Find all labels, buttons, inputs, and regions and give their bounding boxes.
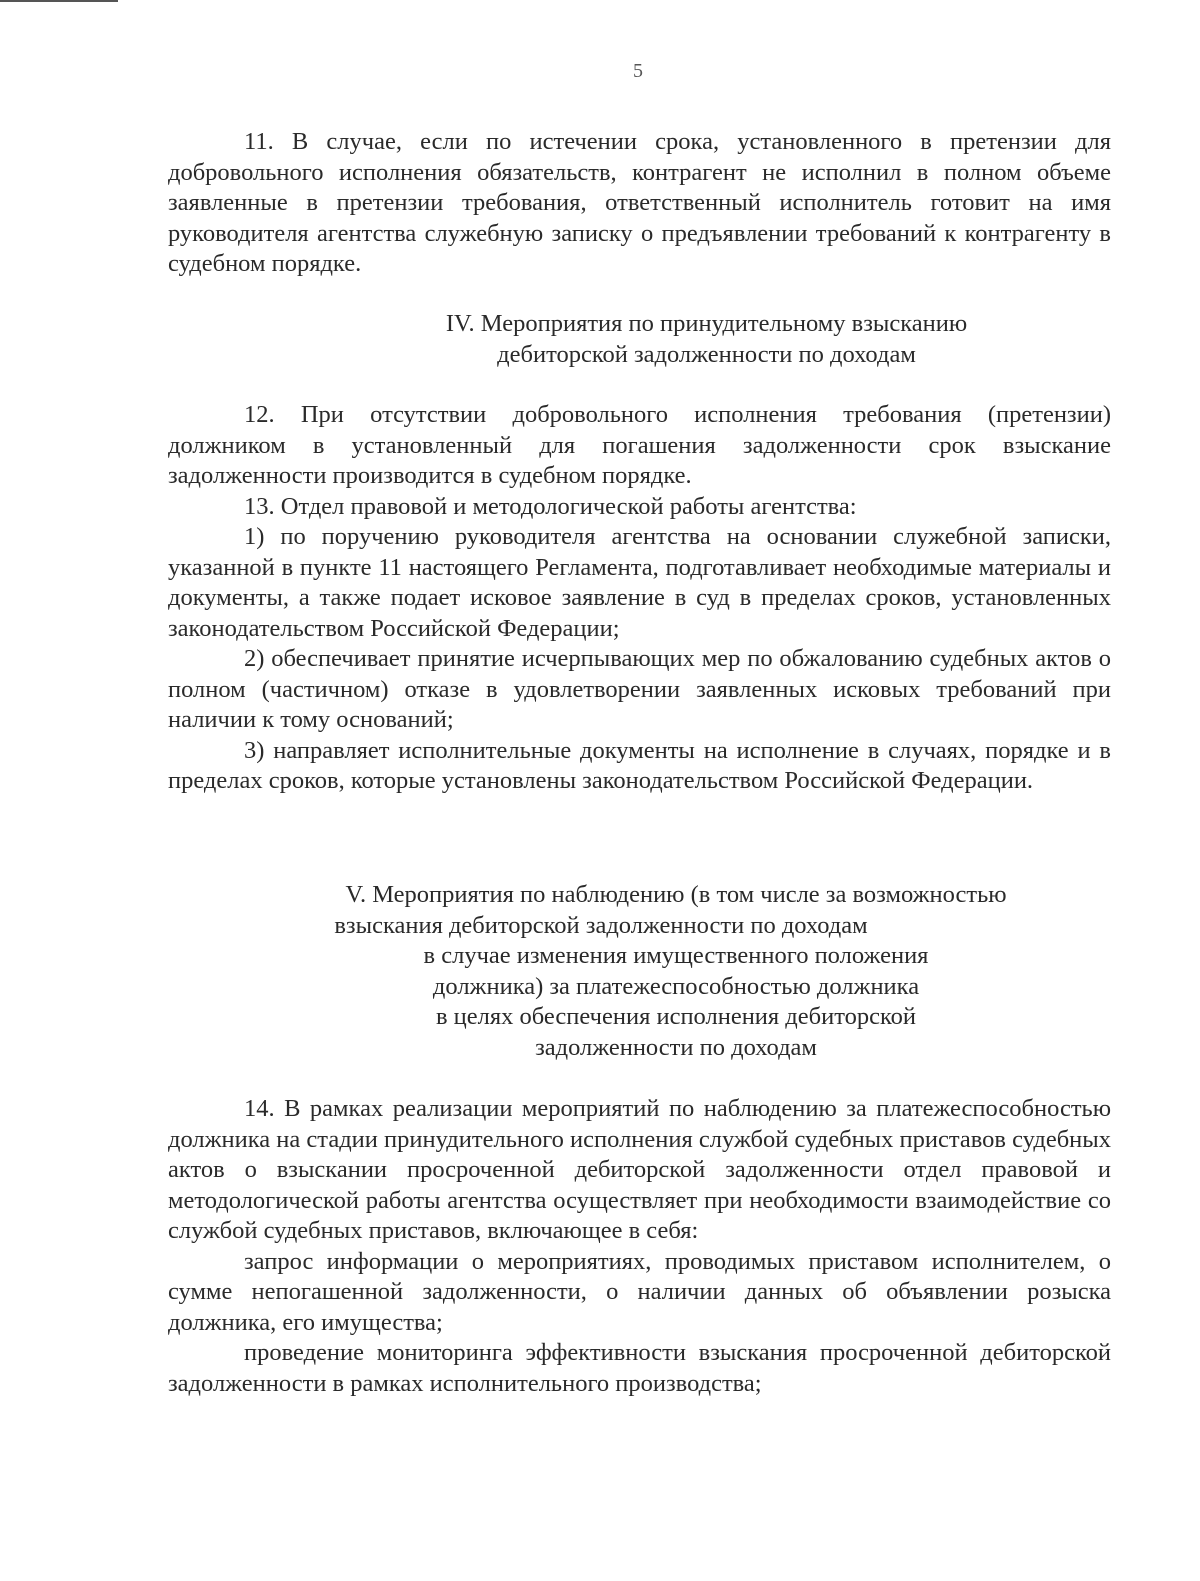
scan-corner-mark xyxy=(0,0,118,2)
section-5-heading-line: задолженности по доходам xyxy=(535,1033,817,1061)
section-5-heading-line: V. Мероприятия по наблюдению (в том числе за возможностью xyxy=(345,881,1007,908)
section-4-body xyxy=(168,400,1111,797)
section-4-heading-line: дебиторской задолженности по доходам xyxy=(497,340,916,368)
paragraph-13-item-2: 2) обеспечивает принятие исчерпывающих мер по обжалованию судебных актов о полном (частичном) отказе в удовлетворении заявленных исковых требований при наличии к тому оснований; xyxy=(168,645,1111,733)
section-5-body xyxy=(168,1094,1111,1399)
section-5-heading-line: взыскания дебиторской задолженности по доходам xyxy=(334,911,868,939)
section-5-heading-line: в целях обеспечения исполнения дебиторской xyxy=(435,1003,917,1030)
paragraph-13: 13. Отдел правовой и методологической работы агентства: xyxy=(244,492,857,520)
paragraph-14: 14. В рамках реализации мероприятий по наблюдению за платежеспособностью должника на стадии принудительного исполнения службой судебных приставов судебных актов о взыскании просроченной дебиторской задолженности отдел правовой и методологической работы агентства осуществляет при необходимости взаимодействие со службой судебных приставов, включающее в себя: xyxy=(168,1095,1111,1244)
paragraph-14-item-request: запрос информации о мероприятиях, проводимых приставом исполнителем, о сумме непогашенной задолженности, о наличии данных об объявлении розыска должника, его имущества; xyxy=(168,1247,1111,1336)
page-number: 5 xyxy=(633,60,643,82)
section-4-heading xyxy=(168,309,1200,370)
paragraph-14-item-monitoring: проведение мониторинга эффективности взыскания просроченной дебиторской задолженности в рамках исполнительного производства; xyxy=(168,1339,1111,1397)
section-4-heading-line: IV. Мероприятия по принудительному взысканию xyxy=(445,310,968,337)
section-5-heading xyxy=(168,880,1184,1063)
section-5-heading-line: в случае изменения имущественного положения xyxy=(423,942,929,969)
paragraph-block-11 xyxy=(168,127,1111,280)
section-5-heading-line: должника) за платежеспособностью должника xyxy=(432,972,920,1000)
paragraph-11: 11. В случае, если по истечении срока, установленного в претензии для добровольного исполнения обязательств, контрагент не исполнил в полном объеме заявленные в претензии требования, ответственный исполнитель готовит на имя руководителя агентства служебную записку о предъявлении требований к контрагенту в судебном порядке. xyxy=(168,128,1111,277)
paragraph-12: 12. При отсутствии добровольного исполнения требования (претензии) должником в установленный для погашения задолженности срок взыскание задолженности производится в судебном порядке. xyxy=(168,401,1111,489)
paragraph-13-item-3: 3) направляет исполнительные документы на исполнение в случаях, порядке и в пределах сроков, которые установлены законодательством Российской Федерации. xyxy=(168,736,1111,794)
paragraph-13-item-1: 1) по поручению руководителя агентства на основании служебной записки, указанной в пункте 11 настоящего Регламента, подготавливает необходимые материалы и документы, а также подает исковое заявление в суд в пределах сроков, установленных законодательством Российской Федерации; xyxy=(168,523,1111,642)
